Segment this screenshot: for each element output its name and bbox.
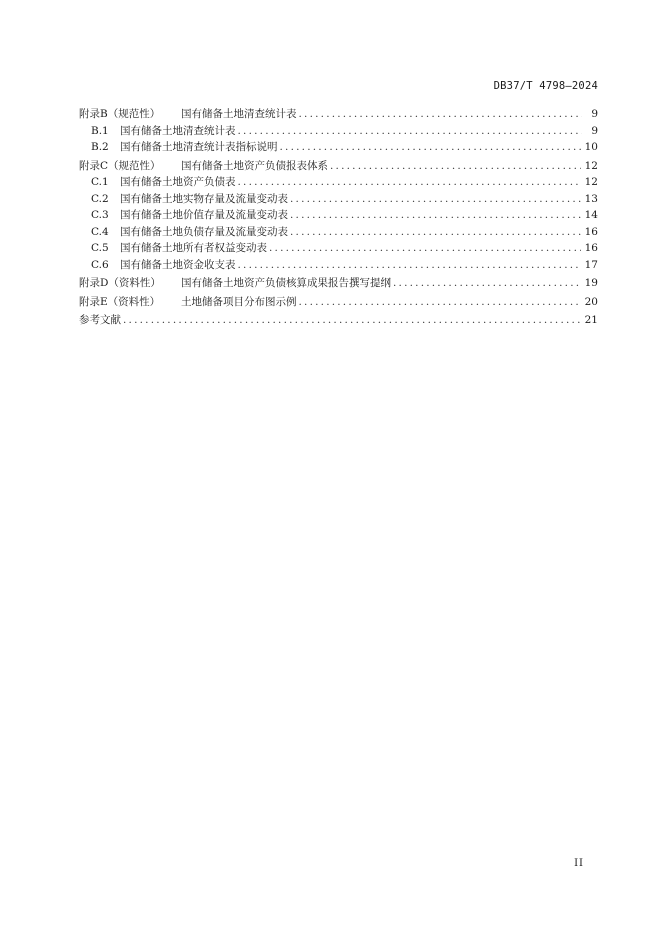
toc-prefix: C.5 bbox=[91, 242, 109, 254]
toc-entry-appendix-e[interactable] bbox=[79, 294, 598, 311]
toc-page-number: 20 bbox=[584, 295, 598, 308]
toc-prefix: B.1 bbox=[91, 124, 109, 137]
toc-prefix: B.2 bbox=[91, 141, 109, 153]
toc-prefix: C.6 bbox=[91, 258, 109, 271]
standard-code-header: DB37/T 4798—2024 bbox=[493, 80, 598, 92]
toc-page-number: 12 bbox=[584, 176, 598, 188]
toc-prefix: C.1 bbox=[91, 176, 109, 188]
toc-title: 国有储备土地资产负债报表体系 bbox=[181, 159, 328, 172]
toc-page-number: 9 bbox=[591, 124, 598, 137]
toc-prefix: C.3 bbox=[91, 209, 109, 221]
toc-title: 国有储备土地清查统计表指标说明 bbox=[120, 141, 278, 153]
toc-leader-dots bbox=[238, 123, 583, 140]
toc-prefix: C.2 bbox=[91, 192, 109, 205]
toc-entry-appendix-d[interactable] bbox=[79, 275, 598, 292]
toc-entry-c2[interactable] bbox=[79, 191, 598, 208]
toc-entry-appendix-c[interactable] bbox=[79, 158, 598, 175]
toc-leader-dots bbox=[123, 312, 581, 329]
toc-title: 国有储备土地实物存量及流量变动表 bbox=[120, 192, 288, 205]
toc-leader-dots bbox=[330, 158, 581, 175]
toc-entry-appendix-b[interactable] bbox=[79, 106, 598, 123]
toc-title: 参考文献 bbox=[79, 314, 121, 326]
toc-title: 国有储备土地资产负债核算成果报告撰写提纲 bbox=[181, 277, 391, 289]
toc-page-number: 14 bbox=[584, 209, 598, 221]
toc-leader-dots bbox=[393, 275, 581, 292]
toc-entry-b1[interactable] bbox=[79, 123, 598, 140]
toc-title: 国有储备土地负债存量及流量变动表 bbox=[120, 225, 288, 238]
toc-page-number: 19 bbox=[584, 277, 598, 289]
toc-prefix: 附录B（规范性） bbox=[79, 108, 161, 120]
toc-page-number: 10 bbox=[584, 141, 598, 153]
toc-title: 国有储备土地清查统计表 bbox=[120, 124, 236, 137]
toc-title: 国有储备土地资金收支表 bbox=[120, 258, 236, 271]
toc-page-number: 16 bbox=[584, 242, 598, 254]
toc-page-number: 17 bbox=[584, 258, 598, 271]
toc-leader-dots bbox=[290, 224, 581, 241]
toc-entry-c6[interactable] bbox=[79, 257, 598, 274]
toc-title: 国有储备土地所有者权益变动表 bbox=[120, 242, 267, 254]
toc-prefix: 附录E（资料性） bbox=[79, 295, 161, 308]
toc-title: 国有储备土地价值存量及流量变动表 bbox=[120, 209, 288, 221]
table-of-contents bbox=[79, 106, 598, 329]
toc-leader-dots bbox=[299, 294, 581, 311]
toc-page-number: 21 bbox=[584, 314, 598, 326]
toc-prefix: 附录C（规范性） bbox=[79, 159, 161, 172]
toc-entry-references[interactable] bbox=[79, 312, 598, 329]
toc-page-number: 9 bbox=[591, 108, 598, 120]
footer-page-number: II bbox=[574, 858, 584, 869]
toc-entry-c4[interactable] bbox=[79, 224, 598, 241]
toc-leader-dots bbox=[299, 106, 583, 123]
toc-title: 国有储备土地资产负债表 bbox=[120, 176, 236, 188]
toc-page-number: 16 bbox=[584, 225, 598, 238]
toc-prefix: C.4 bbox=[91, 225, 109, 238]
toc-entry-c5[interactable] bbox=[79, 240, 598, 257]
toc-entry-c1[interactable] bbox=[79, 174, 598, 191]
toc-prefix: 附录D（资料性） bbox=[79, 277, 161, 289]
toc-leader-dots bbox=[238, 257, 581, 274]
toc-page-number: 13 bbox=[584, 192, 598, 205]
toc-entry-b2[interactable] bbox=[79, 139, 598, 156]
toc-leader-dots bbox=[269, 240, 581, 257]
toc-title: 土地储备项目分布图示例 bbox=[181, 295, 297, 308]
toc-title: 国有储备土地清查统计表 bbox=[181, 108, 297, 120]
toc-leader-dots bbox=[280, 139, 581, 156]
toc-page-number: 12 bbox=[584, 159, 598, 172]
toc-leader-dots bbox=[290, 191, 581, 208]
toc-entry-c3[interactable] bbox=[79, 207, 598, 224]
toc-leader-dots bbox=[238, 174, 581, 191]
toc-leader-dots bbox=[290, 207, 581, 224]
